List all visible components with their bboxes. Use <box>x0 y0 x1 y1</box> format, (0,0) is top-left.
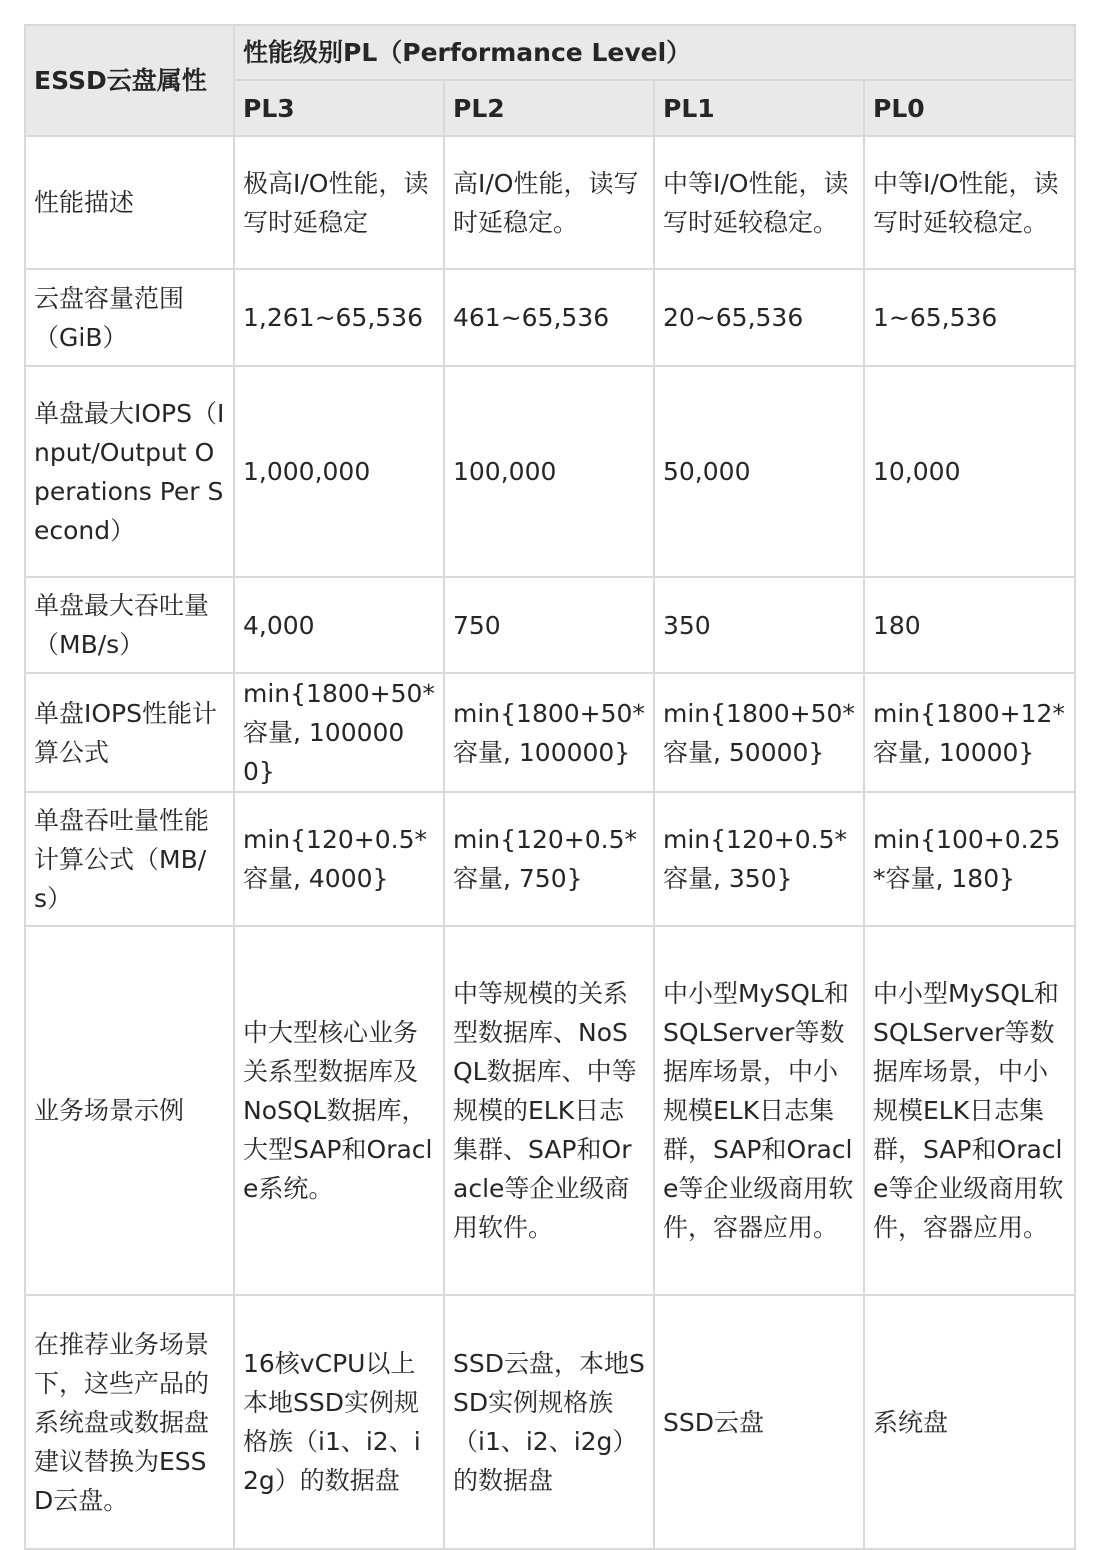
row-label: 单盘吞吐量性能计算公式（MB/s） <box>25 792 234 926</box>
level-header-pl1: PL1 <box>654 80 864 136</box>
table-cell: min{100+0.25*容量, 180} <box>864 792 1075 926</box>
table-cell: 180 <box>864 577 1075 673</box>
table-cell: min{1800+50*容量, 100000} <box>444 673 654 792</box>
corner-header: ESSD云盘属性 <box>25 25 234 136</box>
row-label: 单盘最大吞吐量（MB/s） <box>25 577 234 673</box>
table-cell: 系统盘 <box>864 1295 1075 1549</box>
header-row-group <box>25 25 1075 80</box>
table-cell: min{120+0.5*容量, 350} <box>654 792 864 926</box>
table-cell: 16核vCPU以上本地SSD实例规格族（i1、i2、i2g）的数据盘 <box>234 1295 444 1549</box>
table-cell: min{1800+50*容量, 50000} <box>654 673 864 792</box>
table-cell: SSD云盘 <box>654 1295 864 1549</box>
table-cell: 50,000 <box>654 366 864 577</box>
table-cell: 中等规模的关系型数据库、NoSQL数据库、中等规模的ELK日志集群、SAP和Oracle等企业级商用软件。 <box>444 926 654 1295</box>
table-cell: min{120+0.5*容量, 4000} <box>234 792 444 926</box>
table-row-replacement-suggestion <box>25 1295 1075 1549</box>
table-cell: 高I/O性能，读写时延稳定。 <box>444 136 654 269</box>
table-cell: 1,261~65,536 <box>234 269 444 366</box>
table-row-performance-description <box>25 136 1075 269</box>
table-cell: 461~65,536 <box>444 269 654 366</box>
table-cell: 极高I/O性能，读写时延稳定 <box>234 136 444 269</box>
table-cell: min{120+0.5*容量, 750} <box>444 792 654 926</box>
table-cell: 20~65,536 <box>654 269 864 366</box>
table-row-max-throughput <box>25 577 1075 673</box>
row-label: 性能描述 <box>25 136 234 269</box>
table-cell: 100,000 <box>444 366 654 577</box>
table-cell: 10,000 <box>864 366 1075 577</box>
table-cell: 中等I/O性能，读写时延较稳定。 <box>654 136 864 269</box>
table-row-max-iops <box>25 366 1075 577</box>
table-cell: 1,000,000 <box>234 366 444 577</box>
table-cell: 4,000 <box>234 577 444 673</box>
table-row-throughput-formula <box>25 792 1075 926</box>
row-label: 云盘容量范围（GiB） <box>25 269 234 366</box>
table-cell: 750 <box>444 577 654 673</box>
essd-comparison-table <box>24 24 1076 1550</box>
table-row-capacity-range <box>25 269 1075 366</box>
row-label: 在推荐业务场景下，这些产品的系统盘或数据盘建议替换为ESSD云盘。 <box>25 1295 234 1549</box>
table-cell: 350 <box>654 577 864 673</box>
table-row-business-scenarios <box>25 926 1075 1295</box>
essd-comparison-table-container <box>24 24 1076 1550</box>
level-header-pl2: PL2 <box>444 80 654 136</box>
table-cell: min{1800+12*容量, 10000} <box>864 673 1075 792</box>
performance-level-group-header: 性能级别PL（Performance Level） <box>234 25 1075 80</box>
level-header-pl0: PL0 <box>864 80 1075 136</box>
row-label: 单盘IOPS性能计算公式 <box>25 673 234 792</box>
table-cell: SSD云盘，本地SSD实例规格族（i1、i2、i2g）的数据盘 <box>444 1295 654 1549</box>
table-cell: 中小型MySQL和SQLServer等数据库场景，中小规模ELK日志集群，SAP和Oracle等企业级商用软件，容器应用。 <box>654 926 864 1295</box>
table-cell: 中小型MySQL和SQLServer等数据库场景，中小规模ELK日志集群，SAP和Oracle等企业级商用软件，容器应用。 <box>864 926 1075 1295</box>
table-cell: 中大型核心业务关系型数据库及NoSQL数据库，大型SAP和Oracle系统。 <box>234 926 444 1295</box>
table-cell: 1~65,536 <box>864 269 1075 366</box>
table-row-iops-formula <box>25 673 1075 792</box>
table-cell: 中等I/O性能，读写时延较稳定。 <box>864 136 1075 269</box>
row-label: 单盘最大IOPS（Input/Output Operations Per Second） <box>25 366 234 577</box>
table-cell: min{1800+50*容量, 1000000} <box>234 673 444 792</box>
level-header-pl3: PL3 <box>234 80 444 136</box>
row-label: 业务场景示例 <box>25 926 234 1295</box>
